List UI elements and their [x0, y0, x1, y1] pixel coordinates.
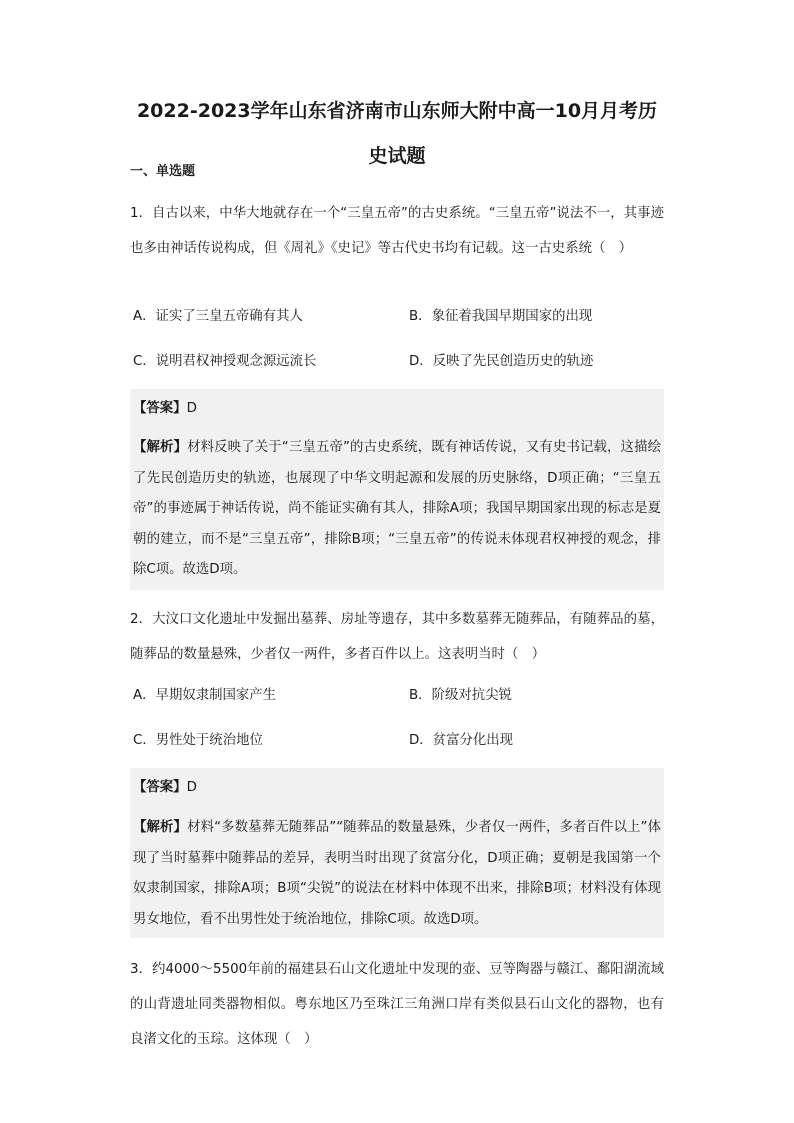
- question-1-answer: [133, 397, 197, 416]
- question-1-option-d: D．反映了先民创造历史的轨迹: [409, 354, 594, 369]
- question-2-stem: 2．大汶口文化遗址中发掘出墓葬、房址等遗存，其中多数墓葬无随葬品，有随葬品的墓，随葬品的数量悬殊，少者仅一两件，多者百件以上。这表明当时（ ）: [130, 612, 664, 662]
- section-heading: 一、单选题: [130, 164, 196, 179]
- question-3-stem: 3．约4000～5500年前的福建县石山文化遗址中发现的壶、豆等陶器与赣江、鄱阳湖流域的山背遗址同类器物相似。粤东地区乃至珠江三角洲口岸有类似县石山文化的器物，也有良渚文化的玉琮。这体现（ ）: [130, 962, 664, 1047]
- explain-tag: 【解析】: [133, 440, 188, 455]
- explain-tag: 【解析】: [133, 820, 188, 835]
- question-2-option-d: D．贫富分化出现: [409, 733, 514, 748]
- question-2-answer: [133, 776, 197, 795]
- question-2-option-b: B．阶级对抗尖锐: [409, 688, 512, 703]
- question-1-option-a: A．证实了三皇五帝确有其人: [133, 309, 303, 324]
- answer-tag: 【答案】: [133, 401, 187, 416]
- answer-tag: 【答案】: [133, 780, 187, 795]
- question-2-option-c: C．男性处于统治地位: [133, 733, 263, 748]
- explain-text: 材料反映了关于“三皇五帝”的古史系统，既有神话传说，又有史书记载，这描绘了先民创造历史的轨迹，也展现了中华文明起源和发展的历史脉络，D项正确；“三皇五帝”的事迹属于神话传说，尚不能证实确有其人，排除A项；我国早期国家出现的标志是夏朝的建立，而不是“三皇五帝”，排除B项；“三皇五帝”的传说未体现君权神授的观念，排除C项。故选D项。: [133, 440, 662, 577]
- exam-title-line2: 史试题: [368, 145, 426, 167]
- question-2-explanation: [133, 813, 661, 935]
- explain-text: 材料“多数墓葬无随葬品”“随葬品的数量悬殊，少者仅一两件，多者百件以上”体现了当时墓葬中随葬品的差异，表明当时出现了贫富分化，D项正确；夏朝是我国第一个奴隶制国家，排除A项；B项“尖锐”的说法在材料中体现不出来，排除B项；材料没有体现男女地位，看不出男性处于统治地位，排除C项。故选D项。: [133, 820, 662, 927]
- question-2-option-a: A．早期奴隶制国家产生: [133, 688, 277, 703]
- answer-value: D: [186, 780, 197, 795]
- exam-title-line1: 2022-2023学年山东省济南市山东师大附中高一10月月考历: [136, 100, 658, 122]
- answer-value: D: [186, 401, 197, 416]
- question-1-option-b: B．象征着我国早期国家的出现: [409, 309, 593, 324]
- question-1-explanation: [133, 433, 661, 586]
- question-1-stem: 1．自古以来，中华大地就存在一个“三皇五帝”的古史系统。“三皇五帝”说法不一，其事迹也多由神话传说构成，但《周礼》《史记》等古代史书均有记载。这一古史系统（ ）: [130, 206, 664, 256]
- question-1-option-c: C．说明君权神授观念源远流长: [133, 354, 317, 369]
